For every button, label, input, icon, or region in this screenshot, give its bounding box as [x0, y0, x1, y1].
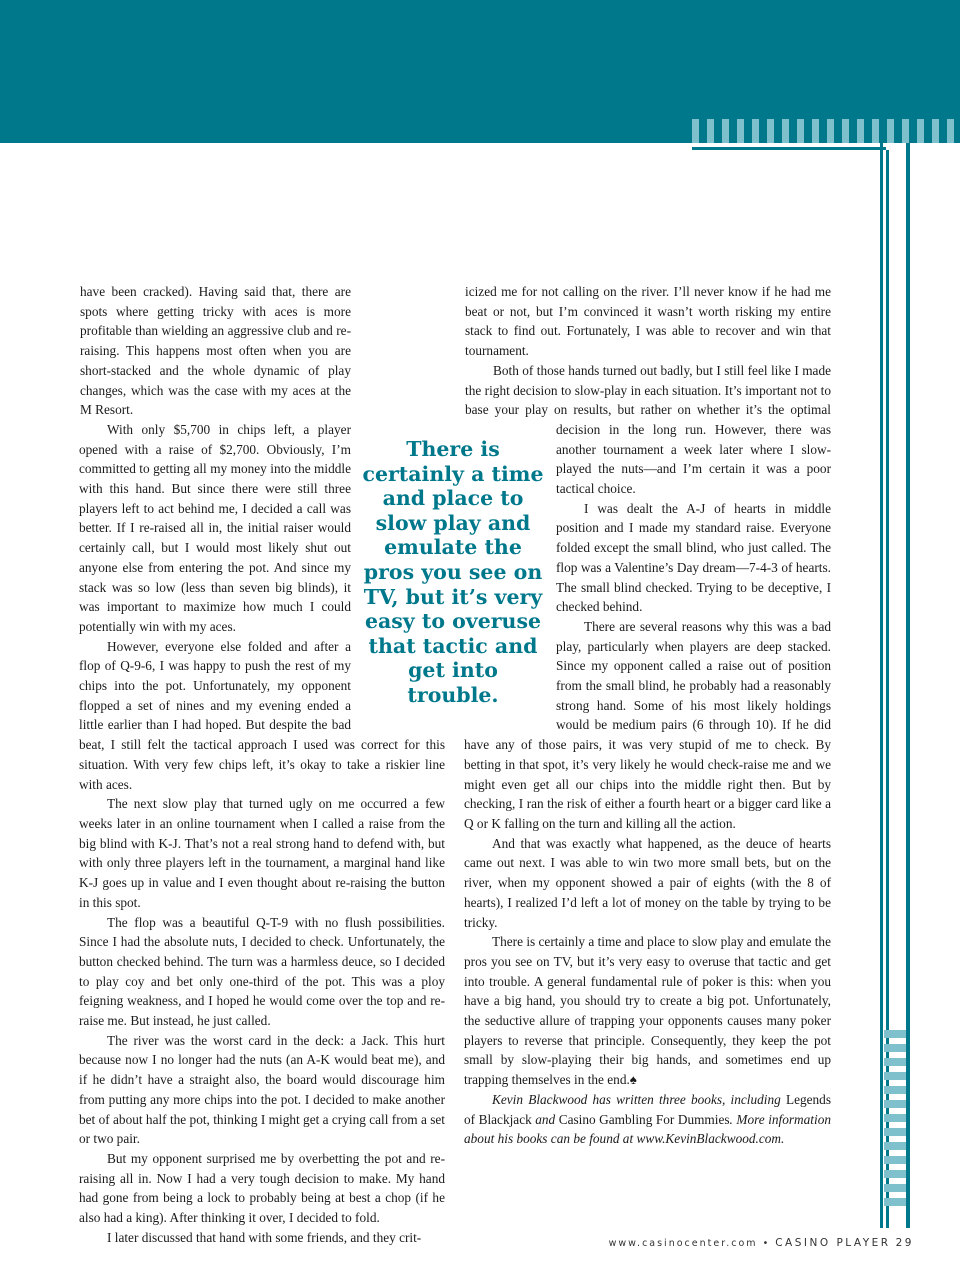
header-tick-marks [692, 119, 960, 143]
paragraph: And that was exactly what happened, as the deuce of hearts came out next. I was able to win two more small bets, but on the river, when my opponent showed a pair of eights (with the 8 of hearts), I realized I’d left a lot of money on the table by trying to be tricky. [464, 835, 831, 930]
bio-and: and [531, 1111, 559, 1127]
bio-intro: Kevin Blackwood has written three books, including [492, 1091, 786, 1107]
author-bio [464, 1090, 831, 1149]
footer-magazine-name: CASINO PLAYER [775, 1237, 891, 1249]
article-column-left [79, 282, 445, 1247]
footer-website: www.casinocenter.com [608, 1238, 758, 1249]
pull-quote: There is certainly a time and place to slow play and emulate the pros you see on TV, but it’s very easy to overuse that tactic and get into trouble. [362, 437, 544, 707]
side-tick-marks [884, 1030, 906, 1206]
paragraph: icized me for not calling on the river. I’ll never know if he had me beat or not, but I’m convinced it wasn’t worth risking my entire stack to find out. Fortunately, I was able to recover and win that tournament. [465, 284, 831, 359]
paragraph: The river was the worst card in the deck: a Jack. This hurt because now I no longer had the nuts (an A-K would beat me), and if he didn’t have a straight also, the board would discourage him from putting any more chips into the pot. I decided to make another bet of about half the pot, thinking I might get a crying call from a set or two pair. [79, 1032, 445, 1147]
paragraph: There are several reasons why this was a bad play, particularly when players are deep stacked. Since my opponent called a raise out of position from the small blind, he probably had a reasonably strong hand. Some of his most likely holdings would be medium pairs (6 through 10). If he did have any of those pairs, it was very stupid of me to check. By betting in that spot, it’s very likely he would check-raise me and we might even get all our chips into the middle right then. But by checking, I ran the risk of either a fourth heart or a bigger card like a Q or K falling on the turn and killing all the action. [464, 618, 831, 831]
paragraph: But my opponent surprised me by overbetting the pot and re-raising all in. Now I had a very tough decision to make. My hand had gone from being a lock to probably being at best a chop (if he also had a king). After thinking it over, I decided to fold. [79, 1150, 445, 1226]
paragraph: I was dealt the A-J of hearts in middle position and I made my standard raise. Everyone folded except the small blind, who just called. The flop was a Valentine’s Day dream—7-4-3 of hearts. The small blind checked. Trying to be deceptive, I checked behind. [556, 500, 831, 615]
paragraph: I later discussed that hand with some friends, and they crit- [107, 1229, 422, 1245]
article-column-right [464, 282, 831, 1149]
page-number: 29 [895, 1237, 914, 1249]
bio-book-title: Legends of Blackjack [464, 1091, 831, 1127]
footer-bullet: • [762, 1238, 771, 1249]
paragraph: There is certainly a time and place to slow play and emulate the pros you see on TV, but it’s very easy to overuse that tactic and get into trouble. A general fundamental rule of poker is this: when you have a big hand, you should try to create a big pot. Unfortunately, the seductive allure of trapping your opponents causes many poker players to reverse that principle. Consequently, they keep the pot small by slow-playing their big hands, and sometimes end up trapping themselves in the end.♠ [464, 934, 831, 1088]
paragraph: have been cracked). Having said that, there are spots where getting tricky with aces is more profitable than wielding an aggressive club and re-raising. This happens most often when you are short-stacked and the whole dynamic of play changes, which was the case with my aces at the M Resort. [80, 284, 351, 418]
rule-horizontal [692, 147, 886, 150]
rule-vertical-1 [880, 143, 883, 1228]
paragraph: However, everyone else folded and after a flop of Q-9-6, I was happy to push the rest of my chips into the pot. Unfortunately, my opponent flopped a set of nines and my evening ended a little earlier than I had hoped. But despite the bad beat, I still felt the tactical approach I used was correct for this situation. With very few chips left, it’s okay to take a riskier line with aces. [79, 638, 445, 792]
rule-vertical-3 [906, 143, 910, 1228]
bio-outro: . More information about his books can be found at www.KevinBlackwood.com. [464, 1111, 831, 1147]
paragraph: With only $5,700 in chips left, a player opened with a raise of $2,700. Obviously, I’m committed to getting all my money into the middle with this hand. But since there were still three players left to act behind me, I decided a call was better. If I re-raised all in, the initial raiser would certainly call, but I would most likely shut out anyone else from entering the pot. And since my stack was so low (less than seven big blinds), it was important to maximize how much I could potentially win with my aces. [79, 421, 351, 634]
bio-book-title: Casino Gambling For Dummies [558, 1111, 730, 1127]
paragraph: The next slow play that turned ugly on me occurred a few weeks later in an online tournament when I called a raise from the big blind with K-J. That’s not a real strong hand to defend with, but with only three players left in the tournament, a marginal hand like K-J goes up in value and I even thought about re-raising the button in this spot. [79, 796, 445, 910]
page-footer [609, 1237, 914, 1249]
paragraph: Both of those hands turned out badly, but I still feel like I made the right decision to slow-play in each situation. It’s important not to base your play on results, but rather on whether it’s the optimal decision in the long run. However, there was another tournament a week later where I slow-played the nuts—and I’m certain it was a poor tactical choice. [465, 362, 831, 497]
paragraph: The flop was a beautiful Q-T-9 with no flush possibilities. Since I had the absolute nuts, I decided to check. Unfortunately, the button checked behind. The turn was a harmless deuce, so I decided to play coy and bet only one-third of the pot. This was a ploy feigning weakness, and I hoped he would come over the top and re-raise me. But instead, he just called. [79, 914, 445, 1029]
